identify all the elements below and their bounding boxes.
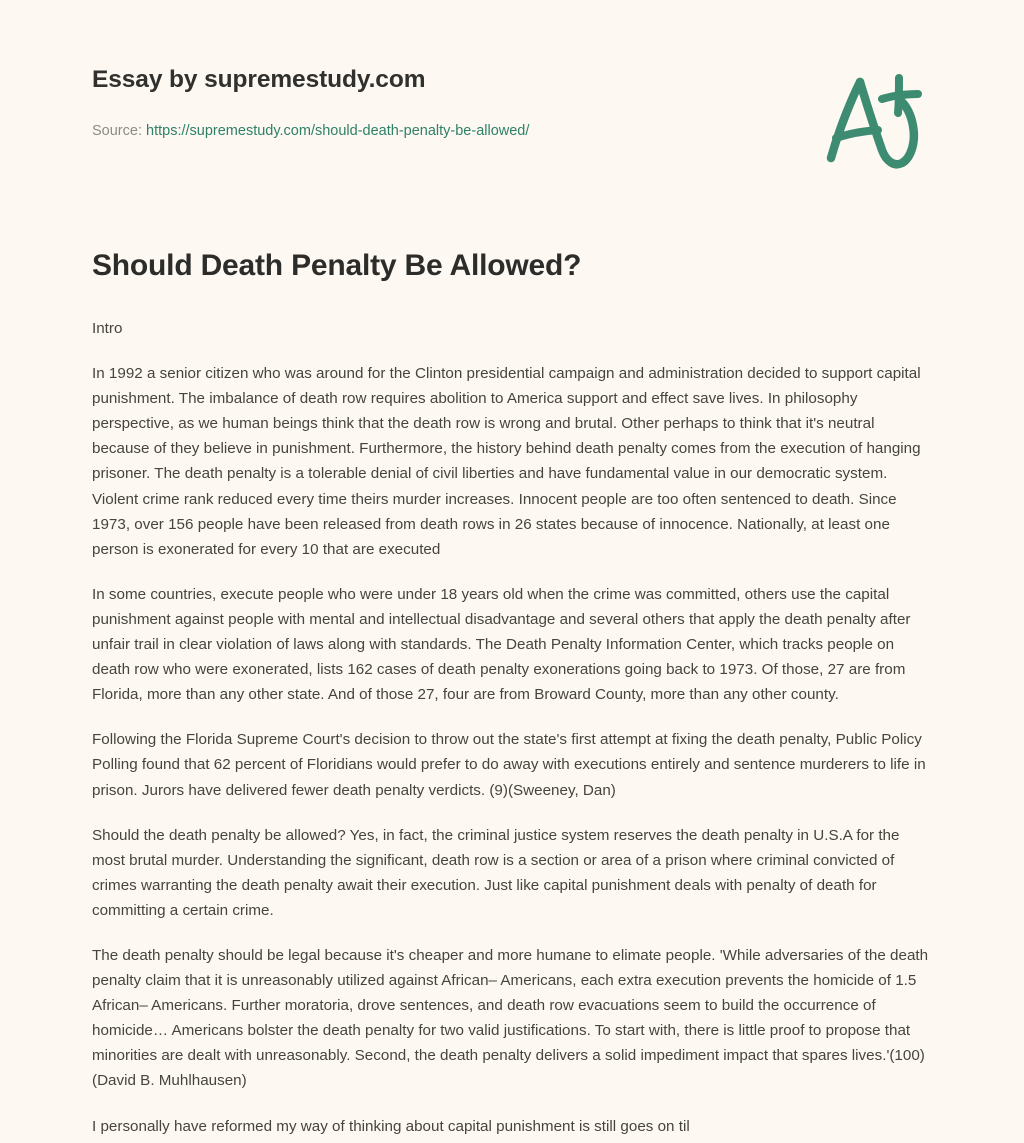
paragraph: In some countries, execute people who were under 18 years old when the crime was committed, others use the capital punishment against people with mental and intellectual disadvantage and several others that apply the death penalty after unfair trail in clear violation of laws along with standards. The Death Penalty Information Center, which tracks people on death row who were exonerated, lists 162 cases of death penalty exonerations going back to 1973. Of those, 27 are from Florida, more than any other state. And of those 27, four are from Broward County, more than any other county.: [92, 585, 911, 704]
paragraph: In 1992 a senior citizen who was around for the Clinton presidential campaign and administration decided to support capital punishment. The imbalance of death row requires abolition to America support and effect save lives. In philosophy perspective, as we human beings think that the death row is wrong and brutal. Other perhaps to think that it's neutral because of they believe in punishment. Furthermore, the history behind death penalty comes from the execution of hanging prisoner. The death penalty is a tolerable denial of civil liberties and have fundamental value in our democratic system. Violent crime rank reduced every time theirs murder increases. Innocent people are too often sentenced to death. Since 1973, over 156 people have been released from death rows in 26 states because of innocence. Nationally, at least one person is exonerated for every 10 that are executed: [92, 365, 921, 558]
paragraph: Should the death penalty be allowed? Yes, in fact, the criminal justice system reserves the death penalty in U.S.A for the most brutal murder. Understanding the significant, death row is a section or area of a prison where criminal convicted of crimes warranting the death penalty await their execution. Just like capital punishment deals with penalty of death for committing a certain crime.: [92, 826, 900, 919]
brand-byline: Essay by supremestudy.com: [92, 66, 426, 93]
source-url-link[interactable]: https://supremestudy.com/should-death-penalty-be-allowed/: [146, 123, 530, 139]
paragraph: Following the Florida Supreme Court's decision to throw out the state's first attempt at fixing the death penalty, Public Policy Polling found that 62 percent of Floridians would prefer to do away with executions entirely and sentence murderers to life in prison. Jurors have delivered fewer death penalty verdicts. (9)(Sweeney, Dan): [92, 731, 926, 799]
source-label: Source:: [92, 123, 142, 139]
source-line: [92, 123, 529, 139]
article-container: [92, 247, 932, 1139]
paragraph-intro-label: Intro: [92, 320, 123, 337]
article-body: [92, 316, 932, 1139]
paragraph: I personally have reformed my way of thinking about capital punishment is still goes on til: [92, 1117, 690, 1135]
page-title: Should Death Penalty Be Allowed?: [92, 249, 582, 282]
document-header: [0, 0, 1024, 200]
paragraph: The death penalty should be legal because it's cheaper and more humane to elimate people. 'While adversaries of the death penalty claim that it is unreasonably utilized against African– Americans, each extra execution prevents the homicide of 1.5 African– Americans. Further moratoria, drove sentences, and death row evacuations seem to build the occurrence of homicide… Americans bolster the death penalty for two valid justifications. To start with, there is little proof to propose that minorities are dealt with unreasonably. Second, the death penalty delivers a solid impediment impact that spares lives.'(100)(David B. Muhlhausen): [92, 946, 929, 1090]
a-plus-logo-icon: [812, 68, 930, 180]
